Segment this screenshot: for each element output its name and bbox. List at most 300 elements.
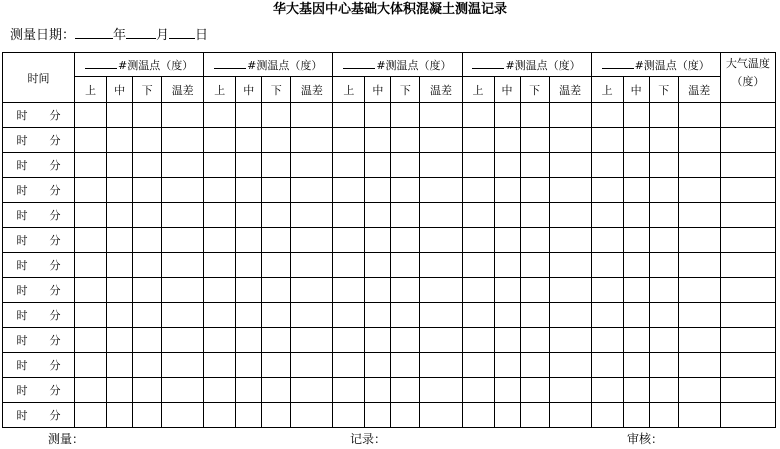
entry-cell[interactable]: [133, 403, 162, 428]
entry-cell[interactable]: [649, 278, 678, 303]
entry-cell[interactable]: [75, 303, 107, 328]
entry-cell[interactable]: [462, 403, 494, 428]
minute-label: 分: [49, 409, 61, 422]
entry-cell[interactable]: [291, 178, 333, 203]
entry-cell[interactable]: [420, 403, 462, 428]
entry-cell[interactable]: [133, 278, 162, 303]
entry-cell[interactable]: [591, 103, 623, 128]
entry-cell[interactable]: [591, 303, 623, 328]
time-cell[interactable]: [3, 328, 75, 353]
entry-cell[interactable]: [520, 253, 549, 278]
entry-cell[interactable]: [162, 203, 204, 228]
entry-cell[interactable]: [391, 203, 420, 228]
month-blank[interactable]: [126, 26, 156, 39]
entry-cell[interactable]: [494, 128, 520, 153]
entry-cell[interactable]: [591, 353, 623, 378]
entry-cell[interactable]: [549, 353, 591, 378]
entry-cell[interactable]: [133, 203, 162, 228]
entry-cell[interactable]: [494, 228, 520, 253]
entry-cell[interactable]: [391, 228, 420, 253]
entry-cell[interactable]: [236, 303, 262, 328]
entry-cell[interactable]: [133, 178, 162, 203]
entry-cell[interactable]: [420, 378, 462, 403]
entry-cell[interactable]: [107, 128, 133, 153]
entry-cell[interactable]: [262, 403, 291, 428]
entry-cell[interactable]: [391, 153, 420, 178]
entry-cell[interactable]: [549, 378, 591, 403]
entry-cell[interactable]: [520, 303, 549, 328]
entry-cell[interactable]: [162, 103, 204, 128]
entry-cell[interactable]: [678, 128, 720, 153]
entry-cell[interactable]: [494, 253, 520, 278]
entry-cell[interactable]: [204, 278, 236, 303]
entry-cell[interactable]: [262, 153, 291, 178]
entry-cell[interactable]: [591, 128, 623, 153]
entry-cell[interactable]: [204, 403, 236, 428]
point-number-blank[interactable]: [214, 58, 246, 69]
entry-cell[interactable]: [494, 103, 520, 128]
entry-cell[interactable]: [649, 153, 678, 178]
entry-cell[interactable]: [107, 353, 133, 378]
entry-cell[interactable]: [420, 353, 462, 378]
entry-cell[interactable]: [107, 153, 133, 178]
point-number-blank[interactable]: [472, 58, 504, 69]
entry-cell[interactable]: [462, 128, 494, 153]
entry-cell[interactable]: [75, 203, 107, 228]
entry-cell[interactable]: [623, 128, 649, 153]
entry-cell[interactable]: [236, 103, 262, 128]
entry-cell[interactable]: [649, 253, 678, 278]
entry-cell[interactable]: [133, 353, 162, 378]
sub-header-cell: 中: [494, 77, 520, 103]
entry-cell[interactable]: [133, 153, 162, 178]
entry-cell[interactable]: [365, 178, 391, 203]
entry-cell[interactable]: [649, 103, 678, 128]
entry-cell[interactable]: [107, 178, 133, 203]
entry-cell[interactable]: [262, 378, 291, 403]
entry-cell[interactable]: [365, 328, 391, 353]
entry-cell[interactable]: [649, 128, 678, 153]
entry-cell[interactable]: [262, 128, 291, 153]
entry-cell[interactable]: [591, 403, 623, 428]
entry-cell[interactable]: [720, 103, 775, 128]
entry-cell[interactable]: [720, 253, 775, 278]
entry-cell[interactable]: [365, 303, 391, 328]
time-cell[interactable]: [3, 178, 75, 203]
entry-cell[interactable]: [365, 378, 391, 403]
entry-cell[interactable]: [133, 103, 162, 128]
entry-cell[interactable]: [520, 403, 549, 428]
entry-cell[interactable]: [391, 303, 420, 328]
entry-cell[interactable]: [678, 353, 720, 378]
entry-cell[interactable]: [262, 278, 291, 303]
entry-cell[interactable]: [291, 153, 333, 178]
entry-cell[interactable]: [720, 203, 775, 228]
entry-cell[interactable]: [236, 328, 262, 353]
entry-cell[interactable]: [462, 328, 494, 353]
entry-cell[interactable]: [162, 228, 204, 253]
entry-cell[interactable]: [623, 303, 649, 328]
entry-cell[interactable]: [75, 228, 107, 253]
entry-cell[interactable]: [133, 328, 162, 353]
entry-cell[interactable]: [591, 328, 623, 353]
entry-cell[interactable]: [520, 328, 549, 353]
entry-cell[interactable]: [649, 178, 678, 203]
entry-cell[interactable]: [107, 278, 133, 303]
entry-cell[interactable]: [262, 103, 291, 128]
entry-cell[interactable]: [549, 328, 591, 353]
entry-cell[interactable]: [391, 253, 420, 278]
entry-cell[interactable]: [720, 303, 775, 328]
entry-cell[interactable]: [262, 328, 291, 353]
entry-cell[interactable]: [520, 278, 549, 303]
entry-cell[interactable]: [262, 178, 291, 203]
entry-cell[interactable]: [291, 103, 333, 128]
measurement-date-line: [10, 26, 208, 44]
entry-cell[interactable]: [236, 253, 262, 278]
page-title: 华大基因中心基础大体积混凝土测温记录: [272, 2, 507, 17]
entry-cell[interactable]: [420, 278, 462, 303]
entry-cell[interactable]: [520, 228, 549, 253]
entry-cell[interactable]: [591, 203, 623, 228]
entry-cell[interactable]: [291, 228, 333, 253]
entry-cell[interactable]: [333, 228, 365, 253]
entry-cell[interactable]: [162, 253, 204, 278]
entry-cell[interactable]: [365, 128, 391, 153]
entry-cell[interactable]: [520, 353, 549, 378]
entry-cell[interactable]: [720, 153, 775, 178]
entry-cell[interactable]: [333, 328, 365, 353]
entry-cell[interactable]: [549, 278, 591, 303]
entry-cell[interactable]: [333, 378, 365, 403]
entry-cell[interactable]: [107, 228, 133, 253]
entry-cell[interactable]: [678, 378, 720, 403]
entry-cell[interactable]: [591, 253, 623, 278]
entry-cell[interactable]: [420, 178, 462, 203]
entry-cell[interactable]: [291, 353, 333, 378]
entry-cell[interactable]: [291, 278, 333, 303]
entry-cell[interactable]: [420, 303, 462, 328]
entry-cell[interactable]: [549, 178, 591, 203]
entry-cell[interactable]: [391, 278, 420, 303]
entry-cell[interactable]: [720, 228, 775, 253]
entry-cell[interactable]: [623, 278, 649, 303]
entry-cell[interactable]: [333, 253, 365, 278]
entry-cell[interactable]: [333, 103, 365, 128]
entry-cell[interactable]: [291, 128, 333, 153]
entry-cell[interactable]: [236, 178, 262, 203]
entry-cell[interactable]: [591, 378, 623, 403]
entry-cell[interactable]: [623, 403, 649, 428]
entry-cell[interactable]: [365, 153, 391, 178]
entry-cell[interactable]: [462, 378, 494, 403]
entry-cell[interactable]: [75, 103, 107, 128]
entry-cell[interactable]: [678, 228, 720, 253]
entry-cell[interactable]: [291, 303, 333, 328]
entry-cell[interactable]: [365, 203, 391, 228]
entry-cell[interactable]: [420, 228, 462, 253]
entry-cell[interactable]: [649, 303, 678, 328]
entry-cell[interactable]: [720, 178, 775, 203]
entry-cell[interactable]: [162, 303, 204, 328]
entry-cell[interactable]: [75, 403, 107, 428]
entry-cell[interactable]: [462, 353, 494, 378]
entry-cell[interactable]: [520, 178, 549, 203]
entry-cell[interactable]: [204, 203, 236, 228]
time-cell[interactable]: [3, 103, 75, 128]
entry-cell[interactable]: [623, 253, 649, 278]
entry-cell[interactable]: [420, 203, 462, 228]
entry-cell[interactable]: [649, 228, 678, 253]
entry-cell[interactable]: [591, 178, 623, 203]
entry-cell[interactable]: [75, 128, 107, 153]
entry-cell[interactable]: [678, 303, 720, 328]
entry-cell[interactable]: [591, 278, 623, 303]
entry-cell[interactable]: [623, 328, 649, 353]
entry-cell[interactable]: [107, 378, 133, 403]
entry-cell[interactable]: [623, 378, 649, 403]
entry-cell[interactable]: [678, 278, 720, 303]
entry-cell[interactable]: [204, 103, 236, 128]
entry-cell[interactable]: [549, 128, 591, 153]
entry-cell[interactable]: [133, 253, 162, 278]
entry-cell[interactable]: [365, 253, 391, 278]
entry-cell[interactable]: [623, 353, 649, 378]
entry-cell[interactable]: [678, 328, 720, 353]
entry-cell[interactable]: [236, 378, 262, 403]
entry-cell[interactable]: [204, 353, 236, 378]
entry-cell[interactable]: [520, 103, 549, 128]
entry-cell[interactable]: [549, 153, 591, 178]
entry-cell[interactable]: [204, 153, 236, 178]
entry-cell[interactable]: [291, 253, 333, 278]
entry-cell[interactable]: [391, 403, 420, 428]
sub-header-cell: 中: [623, 77, 649, 103]
entry-cell[interactable]: [623, 228, 649, 253]
entry-cell[interactable]: [678, 103, 720, 128]
entry-cell[interactable]: [333, 303, 365, 328]
entry-cell[interactable]: [133, 128, 162, 153]
entry-cell[interactable]: [204, 128, 236, 153]
entry-cell[interactable]: [494, 328, 520, 353]
entry-cell[interactable]: [236, 128, 262, 153]
time-cell[interactable]: [3, 403, 75, 428]
time-cell[interactable]: [3, 353, 75, 378]
entry-cell[interactable]: [520, 128, 549, 153]
entry-cell[interactable]: [365, 278, 391, 303]
time-cell[interactable]: [3, 203, 75, 228]
entry-cell[interactable]: [162, 378, 204, 403]
entry-cell[interactable]: [204, 378, 236, 403]
entry-cell[interactable]: [462, 178, 494, 203]
entry-cell[interactable]: [678, 403, 720, 428]
entry-cell[interactable]: [204, 178, 236, 203]
entry-cell[interactable]: [549, 253, 591, 278]
entry-cell[interactable]: [420, 128, 462, 153]
entry-cell[interactable]: [420, 103, 462, 128]
entry-cell[interactable]: [623, 153, 649, 178]
entry-cell[interactable]: [462, 278, 494, 303]
entry-cell[interactable]: [333, 403, 365, 428]
time-cell[interactable]: [3, 153, 75, 178]
time-cell[interactable]: [3, 128, 75, 153]
time-cell[interactable]: [3, 278, 75, 303]
entry-cell[interactable]: [520, 203, 549, 228]
entry-cell[interactable]: [333, 203, 365, 228]
entry-cell[interactable]: [236, 203, 262, 228]
entry-cell[interactable]: [162, 353, 204, 378]
entry-cell[interactable]: [391, 178, 420, 203]
entry-cell[interactable]: [365, 353, 391, 378]
entry-cell[interactable]: [549, 103, 591, 128]
entry-cell[interactable]: [678, 203, 720, 228]
entry-cell[interactable]: [365, 403, 391, 428]
entry-cell[interactable]: [591, 153, 623, 178]
entry-cell[interactable]: [420, 153, 462, 178]
entry-cell[interactable]: [520, 153, 549, 178]
entry-cell[interactable]: [333, 278, 365, 303]
entry-cell[interactable]: [720, 403, 775, 428]
entry-cell[interactable]: [720, 328, 775, 353]
entry-cell[interactable]: [107, 203, 133, 228]
entry-cell[interactable]: [720, 378, 775, 403]
point-number-blank[interactable]: [343, 58, 375, 69]
entry-cell[interactable]: [549, 303, 591, 328]
entry-cell[interactable]: [720, 128, 775, 153]
entry-cell[interactable]: [204, 228, 236, 253]
entry-cell[interactable]: [365, 228, 391, 253]
entry-cell[interactable]: [649, 353, 678, 378]
entry-cell[interactable]: [720, 278, 775, 303]
entry-cell[interactable]: [162, 328, 204, 353]
entry-cell[interactable]: [333, 153, 365, 178]
entry-cell[interactable]: [494, 203, 520, 228]
entry-cell[interactable]: [107, 403, 133, 428]
entry-cell[interactable]: [133, 303, 162, 328]
time-cell[interactable]: [3, 303, 75, 328]
entry-cell[interactable]: [649, 328, 678, 353]
entry-cell[interactable]: [591, 228, 623, 253]
entry-cell[interactable]: [494, 178, 520, 203]
entry-cell[interactable]: [549, 228, 591, 253]
time-cell[interactable]: [3, 253, 75, 278]
entry-cell[interactable]: [262, 203, 291, 228]
entry-cell[interactable]: [462, 253, 494, 278]
entry-cell[interactable]: [262, 228, 291, 253]
entry-cell[interactable]: [236, 353, 262, 378]
entry-cell[interactable]: [204, 253, 236, 278]
entry-cell[interactable]: [420, 253, 462, 278]
entry-cell[interactable]: [549, 403, 591, 428]
entry-cell[interactable]: [494, 303, 520, 328]
entry-cell[interactable]: [236, 403, 262, 428]
entry-cell[interactable]: [162, 278, 204, 303]
entry-cell[interactable]: [75, 178, 107, 203]
entry-cell[interactable]: [391, 103, 420, 128]
entry-cell[interactable]: [133, 228, 162, 253]
entry-cell[interactable]: [204, 303, 236, 328]
entry-cell[interactable]: [75, 328, 107, 353]
entry-cell[interactable]: [391, 128, 420, 153]
entry-cell[interactable]: [391, 353, 420, 378]
entry-cell[interactable]: [75, 353, 107, 378]
entry-cell[interactable]: [420, 328, 462, 353]
entry-cell[interactable]: [649, 378, 678, 403]
entry-cell[interactable]: [162, 128, 204, 153]
entry-cell[interactable]: [262, 253, 291, 278]
entry-cell[interactable]: [494, 353, 520, 378]
entry-cell[interactable]: [236, 228, 262, 253]
entry-cell[interactable]: [720, 353, 775, 378]
sub-header-cell: 温差: [291, 77, 333, 103]
entry-cell[interactable]: [107, 303, 133, 328]
entry-cell[interactable]: [649, 203, 678, 228]
entry-cell[interactable]: [678, 153, 720, 178]
entry-cell[interactable]: [162, 178, 204, 203]
entry-cell[interactable]: [462, 153, 494, 178]
entry-cell[interactable]: [391, 328, 420, 353]
entry-cell[interactable]: [520, 378, 549, 403]
entry-cell[interactable]: [75, 278, 107, 303]
entry-cell[interactable]: [494, 278, 520, 303]
entry-cell[interactable]: [462, 303, 494, 328]
entry-cell[interactable]: [236, 278, 262, 303]
entry-cell[interactable]: [494, 403, 520, 428]
entry-cell[interactable]: [333, 178, 365, 203]
entry-cell[interactable]: [623, 203, 649, 228]
entry-cell[interactable]: [623, 103, 649, 128]
entry-cell[interactable]: [391, 378, 420, 403]
entry-cell[interactable]: [462, 103, 494, 128]
entry-cell[interactable]: [678, 178, 720, 203]
entry-cell[interactable]: [623, 178, 649, 203]
year-blank[interactable]: [75, 26, 113, 39]
entry-cell[interactable]: [549, 203, 591, 228]
entry-cell[interactable]: [462, 228, 494, 253]
day-blank[interactable]: [169, 26, 195, 39]
entry-cell[interactable]: [291, 328, 333, 353]
entry-cell[interactable]: [204, 328, 236, 353]
entry-cell[interactable]: [107, 103, 133, 128]
entry-cell[interactable]: [333, 128, 365, 153]
entry-cell[interactable]: [262, 353, 291, 378]
entry-cell[interactable]: [333, 353, 365, 378]
entry-cell[interactable]: [462, 203, 494, 228]
entry-cell[interactable]: [162, 153, 204, 178]
entry-cell[interactable]: [291, 403, 333, 428]
entry-cell[interactable]: [107, 253, 133, 278]
entry-cell[interactable]: [494, 153, 520, 178]
time-cell[interactable]: [3, 378, 75, 403]
entry-cell[interactable]: [494, 378, 520, 403]
entry-cell[interactable]: [291, 378, 333, 403]
entry-cell[interactable]: [678, 253, 720, 278]
entry-cell[interactable]: [262, 303, 291, 328]
point-number-blank[interactable]: [85, 58, 117, 69]
entry-cell[interactable]: [75, 378, 107, 403]
entry-cell[interactable]: [75, 253, 107, 278]
entry-cell[interactable]: [365, 103, 391, 128]
entry-cell[interactable]: [75, 153, 107, 178]
time-cell[interactable]: [3, 228, 75, 253]
entry-cell[interactable]: [133, 378, 162, 403]
point-number-blank[interactable]: [602, 58, 634, 69]
entry-cell[interactable]: [649, 403, 678, 428]
entry-cell[interactable]: [291, 203, 333, 228]
entry-cell[interactable]: [236, 153, 262, 178]
entry-cell[interactable]: [107, 328, 133, 353]
entry-cell[interactable]: [162, 403, 204, 428]
